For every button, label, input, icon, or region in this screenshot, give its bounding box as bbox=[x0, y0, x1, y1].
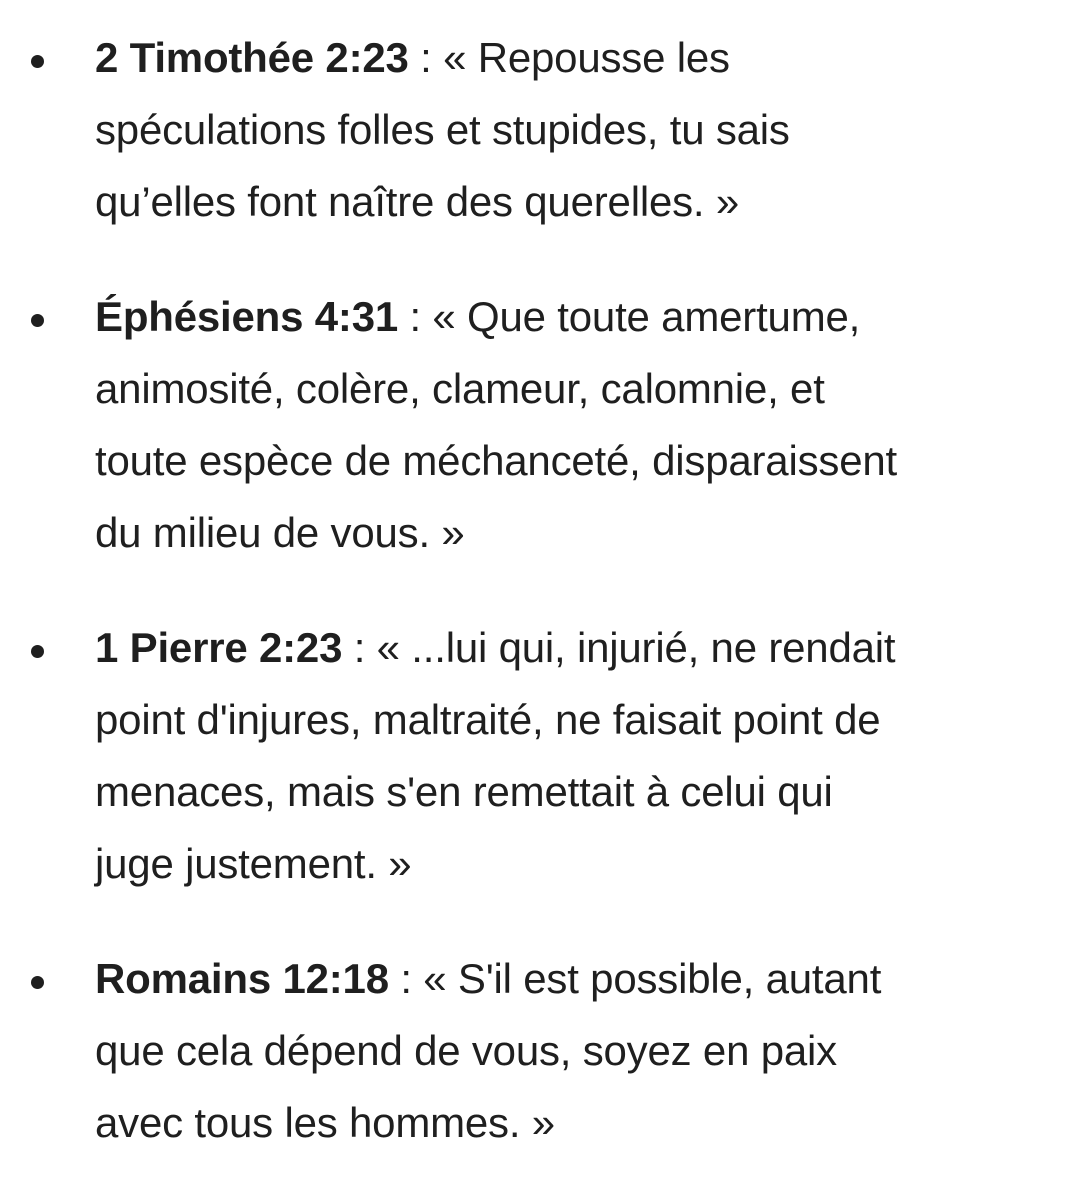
verse-line: menaces, mais s'en remettait à celui qui bbox=[95, 768, 833, 815]
bullet-icon bbox=[31, 314, 44, 327]
verse-line bbox=[95, 943, 1067, 1015]
list-item bbox=[0, 612, 1087, 900]
verse-line: du milieu de vous. » bbox=[95, 509, 465, 556]
bullet-icon bbox=[31, 645, 44, 658]
verse-text: : « ...lui qui, injurié, ne rendait bbox=[342, 624, 896, 671]
verse-text: : « S'il est possible, autant bbox=[388, 955, 882, 1002]
verse-reference: Romains 12:18 bbox=[95, 955, 389, 1002]
verse-line: point d'injures, maltraité, ne faisait point de bbox=[95, 696, 881, 743]
verse-line: spéculations folles et stupides, tu sais bbox=[95, 106, 790, 153]
verse-line bbox=[95, 22, 1067, 94]
verse-line: avec tous les hommes. » bbox=[95, 1099, 555, 1146]
verse-reference: 1 Pierre 2:23 bbox=[95, 624, 343, 671]
verse-line bbox=[95, 281, 1067, 353]
bullet-icon bbox=[31, 976, 44, 989]
bullet-icon bbox=[31, 55, 44, 68]
verse-text: : « Repousse les bbox=[408, 34, 730, 81]
verse-line: que cela dépend de vous, soyez en paix bbox=[95, 1027, 837, 1074]
verse-reference: Éphésiens 4:31 bbox=[95, 293, 399, 340]
verse-line bbox=[95, 612, 1067, 684]
list-item bbox=[0, 943, 1087, 1159]
verse-line: animosité, colère, clameur, calomnie, et bbox=[95, 365, 825, 412]
verse-list bbox=[0, 22, 1087, 1202]
verse-line: toute espèce de méchanceté, disparaissent bbox=[95, 437, 897, 484]
verse-line: qu’elles font naître des querelles. » bbox=[95, 178, 740, 225]
list-item bbox=[0, 281, 1087, 569]
verse-reference: 2 Timothée 2:23 bbox=[95, 34, 409, 81]
verse-line: juge justement. » bbox=[95, 840, 412, 887]
verse-text: : « Que toute amertume, bbox=[398, 293, 861, 340]
list-item bbox=[0, 22, 1087, 238]
